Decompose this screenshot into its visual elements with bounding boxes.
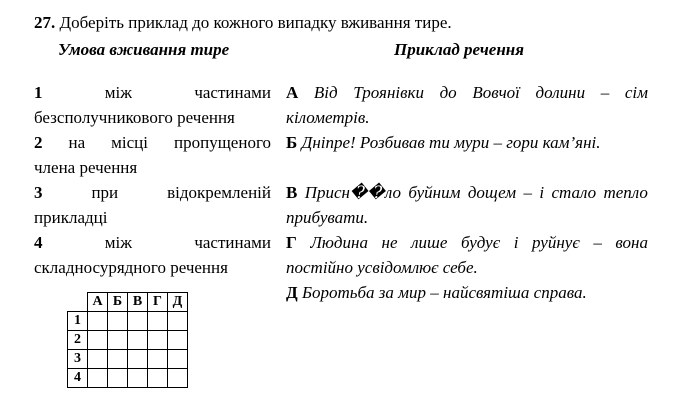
example-v — [286, 180, 648, 230]
condition-word: між — [104, 83, 133, 102]
answer-cell[interactable] — [148, 312, 168, 331]
example-word: тепло — [603, 183, 648, 202]
example-word: Від — [313, 83, 338, 102]
example-word: будує — [460, 233, 501, 252]
example-letter: Д — [286, 283, 298, 302]
answer-cell[interactable] — [148, 369, 168, 388]
answer-cell[interactable] — [88, 350, 108, 369]
answer-grid-row-label: 2 — [68, 331, 88, 350]
task-number: 27. — [34, 13, 56, 32]
condition-text-line2: прикладці — [34, 208, 108, 227]
answer-cell[interactable] — [148, 331, 168, 350]
answer-cell[interactable] — [168, 312, 188, 331]
header-condition: Умова вживання тире — [58, 40, 230, 59]
condition-3 — [34, 180, 271, 230]
answer-cell[interactable] — [108, 331, 128, 350]
answer-grid — [67, 292, 188, 388]
answer-cell[interactable] — [168, 350, 188, 369]
answer-cell[interactable] — [88, 369, 108, 388]
example-letter: В — [286, 183, 298, 202]
example-text: Боротьба за мир – найсвятіша справа. — [301, 283, 587, 302]
answer-grid-row — [68, 369, 188, 388]
example-word: Людина — [310, 233, 368, 252]
answer-grid-row — [68, 350, 188, 369]
answer-grid-row-label: 4 — [68, 369, 88, 388]
condition-number: 3 — [34, 183, 43, 202]
example-letter: Г — [286, 233, 297, 252]
example-d — [286, 280, 648, 305]
condition-number: 4 — [34, 233, 43, 252]
answer-cell[interactable] — [108, 312, 128, 331]
example-word: вона — [615, 233, 648, 252]
condition-text-line2: безсполучникового речення — [34, 108, 235, 127]
answer-cell[interactable] — [148, 350, 168, 369]
example-a — [286, 80, 648, 130]
condition-word: відокремленій — [167, 183, 271, 202]
answer-grid-row-label: 1 — [68, 312, 88, 331]
answer-cell[interactable] — [168, 331, 188, 350]
example-text: Дніпре! Розбивав ти мури – гори кам’яні. — [301, 133, 601, 152]
example-word: долини — [535, 83, 586, 102]
answer-grid-column-label: Б — [108, 293, 128, 312]
condition-word: пропущеного — [174, 133, 271, 152]
example-word: і — [513, 233, 519, 252]
example-word: Присн��ло — [304, 183, 401, 202]
answer-grid-row — [68, 331, 188, 350]
condition-word: частинами — [194, 233, 271, 252]
example-letter: А — [286, 83, 299, 102]
answer-cell[interactable] — [128, 369, 148, 388]
condition-word: при — [91, 183, 119, 202]
example-word: стало — [551, 183, 597, 202]
answer-grid-row-label: 3 — [68, 350, 88, 369]
example-text-line2: прибувати. — [286, 208, 369, 227]
condition-text-line2: члена речення — [34, 158, 138, 177]
answer-cell[interactable] — [108, 350, 128, 369]
example-word: Троянівки — [353, 83, 424, 102]
example-word: дощем — [467, 183, 517, 202]
example-word: – — [600, 83, 610, 102]
answer-grid-row — [68, 312, 188, 331]
condition-number: 1 — [34, 83, 43, 102]
answer-cell[interactable] — [88, 331, 108, 350]
example-word: – — [593, 233, 602, 252]
example-word: руйнує — [532, 233, 580, 252]
example-word: лише — [411, 233, 448, 252]
example-word: – — [523, 183, 533, 202]
header-example: Приклад речення — [394, 40, 524, 59]
answer-cell[interactable] — [168, 369, 188, 388]
condition-word: між — [104, 233, 133, 252]
answer-cell[interactable] — [128, 331, 148, 350]
example-word: не — [381, 233, 398, 252]
answer-cell[interactable] — [108, 369, 128, 388]
answer-grid-header-row — [68, 293, 188, 312]
answer-grid-column-label: А — [88, 293, 108, 312]
example-word: сім — [624, 83, 648, 102]
condition-text-line2: складносурядного речення — [34, 258, 228, 277]
example-letter: Б — [286, 133, 298, 152]
example-word: до — [439, 83, 457, 102]
example-text-line2: кілометрів. — [286, 108, 370, 127]
answer-cell[interactable] — [88, 312, 108, 331]
task-title — [34, 13, 452, 33]
example-b — [286, 130, 648, 155]
condition-word: місці — [111, 133, 149, 152]
example-text-line2: постійно усвідомлює себе. — [286, 258, 478, 277]
condition-2 — [34, 130, 271, 180]
answer-grid-column-label: В — [128, 293, 148, 312]
answer-grid-column-label: Д — [168, 293, 188, 312]
task-text: Доберіть приклад до кожного випадку вживання тире. — [59, 13, 452, 32]
example-word: Вовчої — [472, 83, 520, 102]
condition-word: частинами — [194, 83, 271, 102]
example-g — [286, 230, 648, 280]
condition-number: 2 — [34, 133, 43, 152]
answer-cell[interactable] — [128, 350, 148, 369]
answer-grid-column-label: Г — [148, 293, 168, 312]
example-word: і — [539, 183, 545, 202]
answer-grid-corner — [68, 293, 88, 312]
example-word: буйним — [408, 183, 461, 202]
condition-4 — [34, 230, 271, 280]
answer-cell[interactable] — [128, 312, 148, 331]
condition-1 — [34, 80, 271, 130]
condition-word: на — [68, 133, 86, 152]
